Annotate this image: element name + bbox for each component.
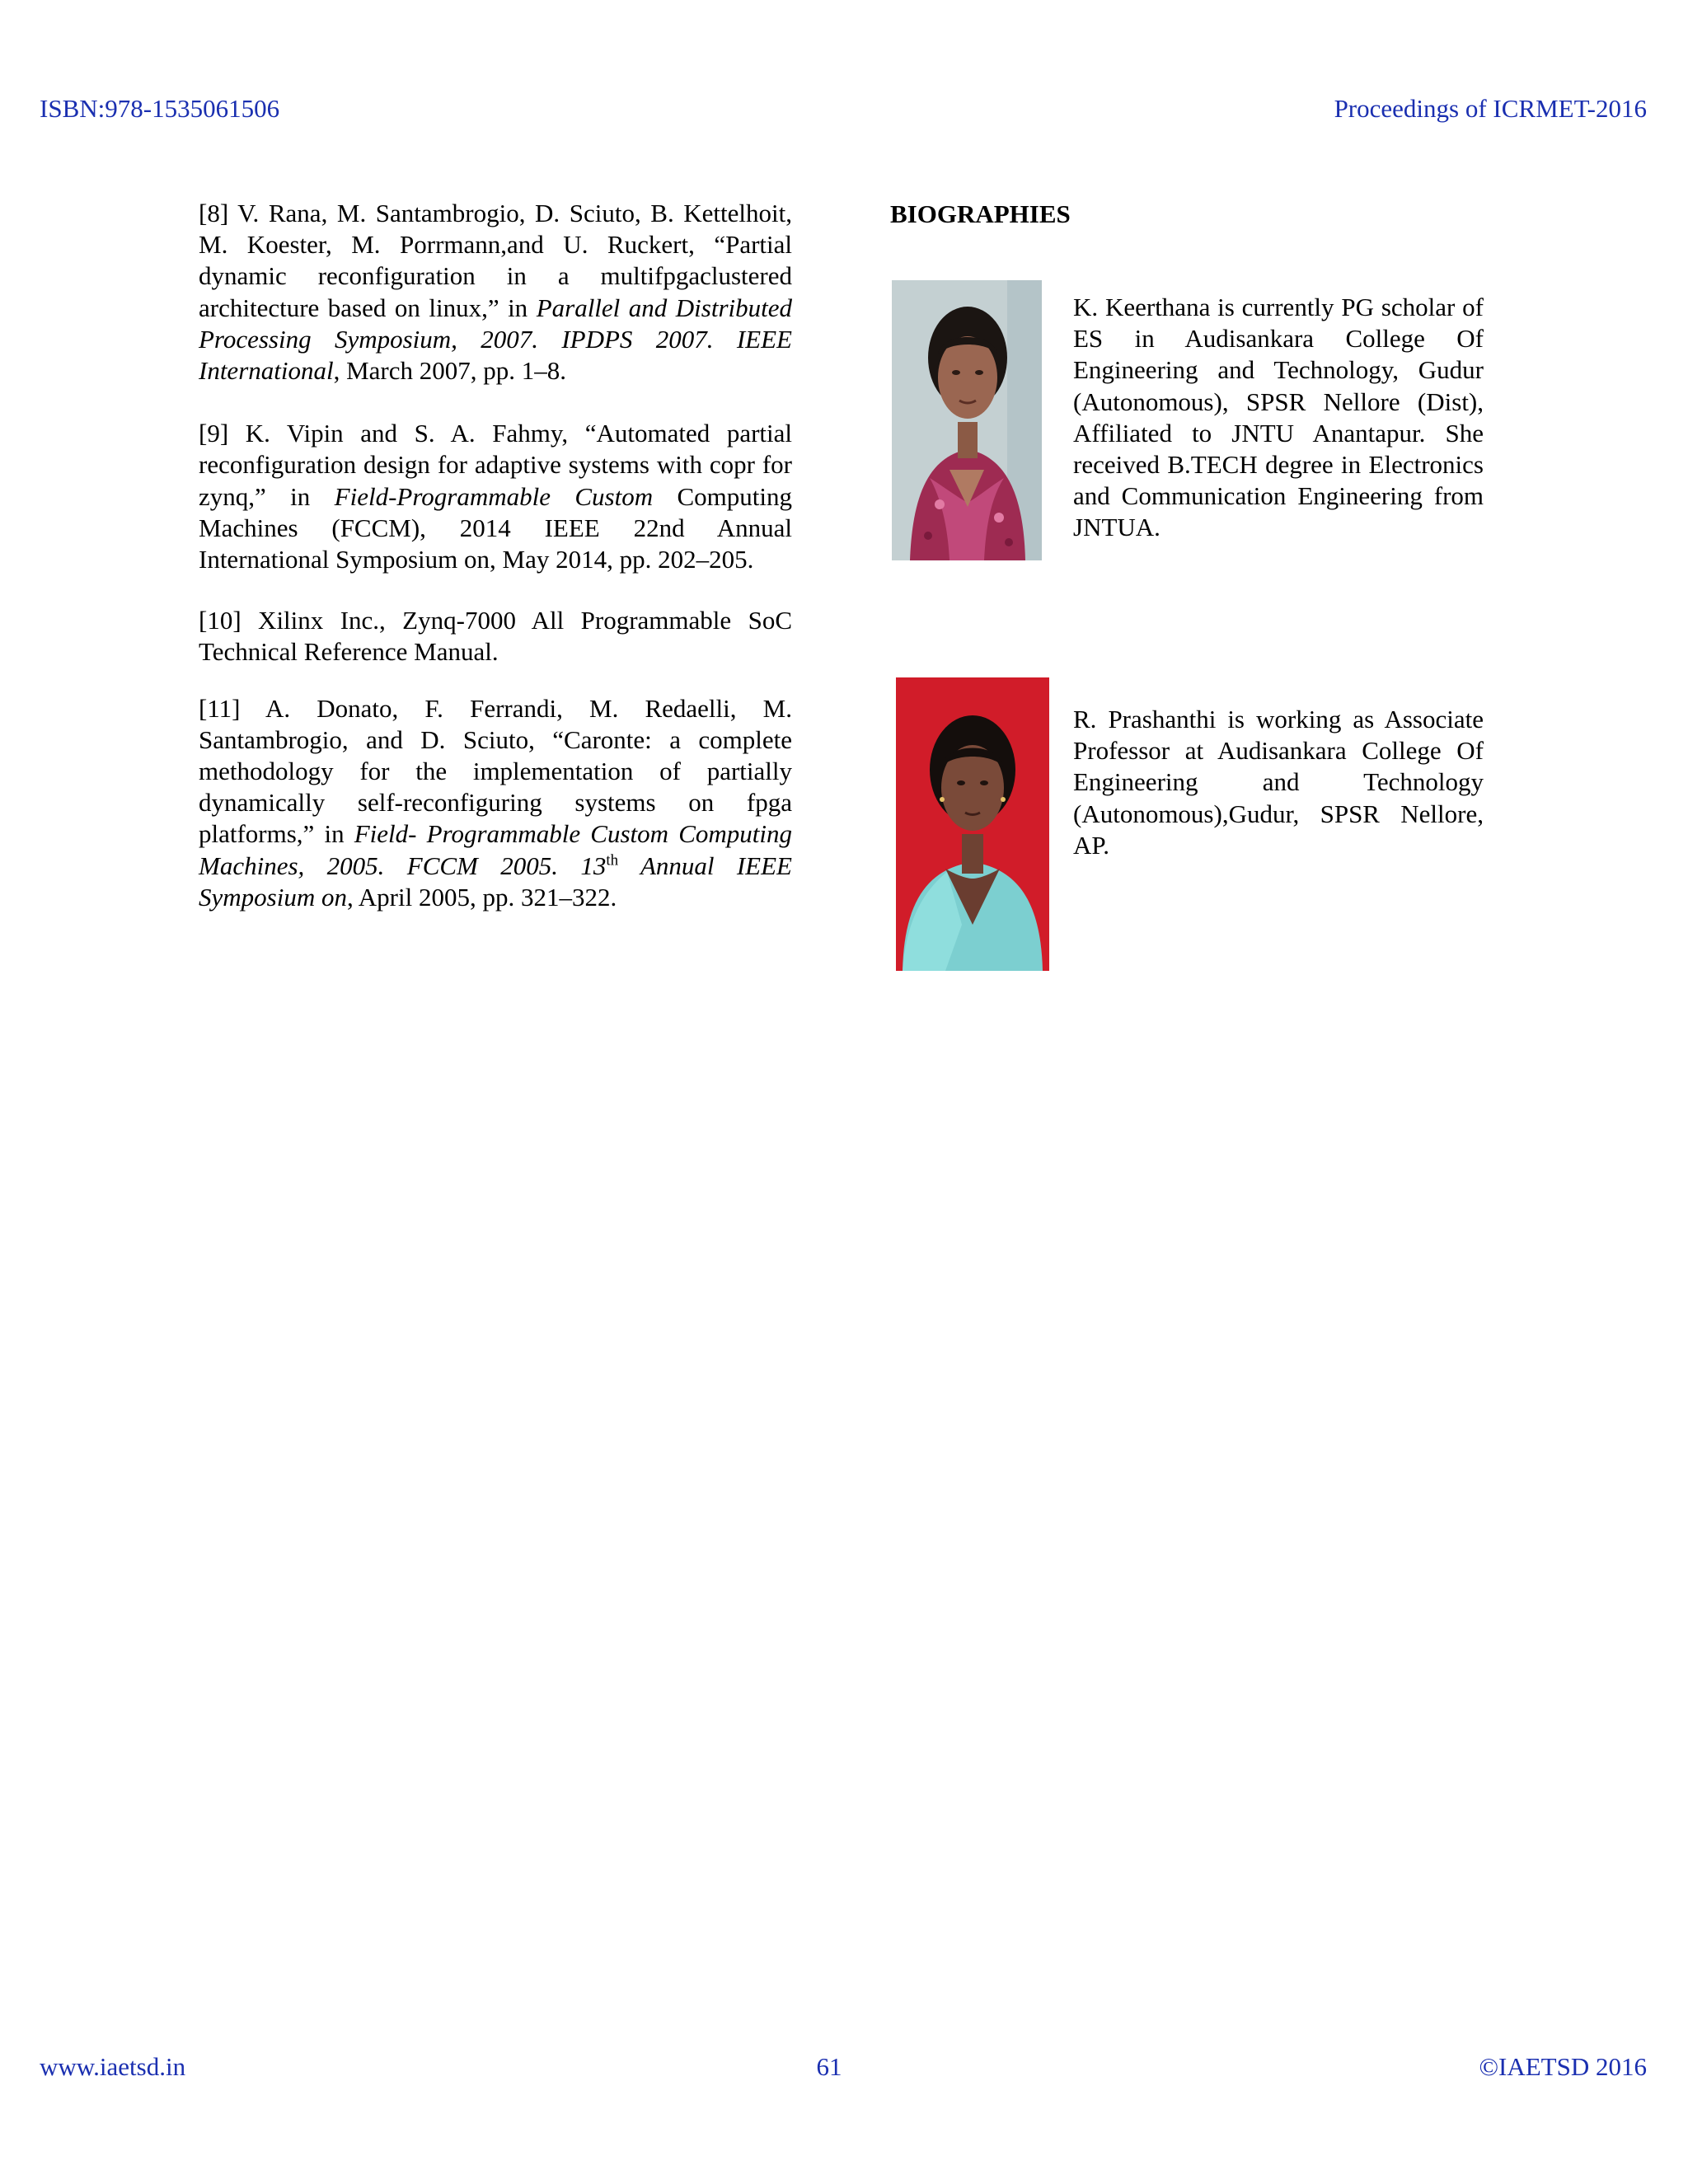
photo-prashanthi: [896, 677, 1049, 971]
footer-website[interactable]: www.iaetsd.in: [40, 2052, 186, 2081]
footer-copyright: ©IAETSD 2016: [1479, 2052, 1647, 2081]
reference-11-date: , April 2005, pp. 321–322.: [346, 882, 617, 912]
biography-prashanthi: R. Prashanthi is working as Associate Professor at Audisankara College Of Engineering and Technology (Autonomous),Gudur, SPSR Nellore, AP.: [1073, 705, 1484, 860]
references-column: [199, 198, 792, 913]
biographies-title: BIOGRAPHIES: [890, 199, 1071, 228]
header-isbn: ISBN:978-1535061506: [40, 94, 280, 123]
reference-9-text: [9] K. Vipin and S. A. Fahmy, “Automated partial reconfiguration design for adaptive systems with copr for zynq,” in: [199, 419, 792, 511]
reference-11-sup: th: [606, 851, 619, 869]
reference-9-venue: Field-Programmable Custom: [334, 481, 654, 511]
biography-keerthana: K. Keerthana is currently PG scholar of ES in Audisankara College Of Engineering and Technology, Gudur (Autonomous), SPSR Nellore (Dist), Affiliated to JNTU Anantapur. She received B.TECH degree in Electronics and Communication Engineering from JNTUA.: [1073, 293, 1484, 542]
reference-8-venue: Parallel and Distributed Processing Symposium, 2007. IPDPS 2007. IEEE International: [199, 293, 792, 386]
footer-page-number: 61: [816, 2052, 842, 2081]
reference-8-date: , March 2007, pp. 1–8.: [333, 356, 567, 386]
reference-11: [199, 693, 792, 913]
reference-11-venue: Field- Programmable Custom Computing Machines, 2005. FCCM 2005. 13: [199, 819, 792, 880]
reference-9: [199, 418, 792, 575]
reference-9-date: Computing Machines (FCCM), 2014 IEEE 22nd Annual International Symposium on, May 2014, pp. 202–205.: [199, 481, 792, 574]
reference-8-text: [8] V. Rana, M. Santambrogio, D. Sciuto, B. Kettelhoit, M. Koester, M. Porrmann,and U. Ruckert, “Partial dynamic reconfiguration in a multifpgaclustered architecture based on linux,” in: [199, 199, 792, 322]
reference-8: [199, 198, 792, 387]
reference-11-text: [11] A. Donato, F. Ferrandi, M. Redaelli, M. Santambrogio, and D. Sciuto, “Caronte: a complete methodology for the implementation of partially dynamically self-reconfiguring systems on fpga platforms,” in: [199, 693, 792, 849]
photo-keerthana: [892, 280, 1042, 560]
reference-10-text: [10] Xilinx Inc., Zynq-7000 All Programmable SoC Technical Reference Manual.: [199, 606, 792, 667]
portrait-keerthana: [892, 280, 1042, 560]
portrait-prashanthi: [896, 677, 1049, 971]
reference-10: [199, 605, 792, 668]
reference-11-venue-cont: Annual IEEE Symposium on: [199, 851, 792, 912]
header-proceedings: Proceedings of ICRMET-2016: [1334, 94, 1647, 123]
